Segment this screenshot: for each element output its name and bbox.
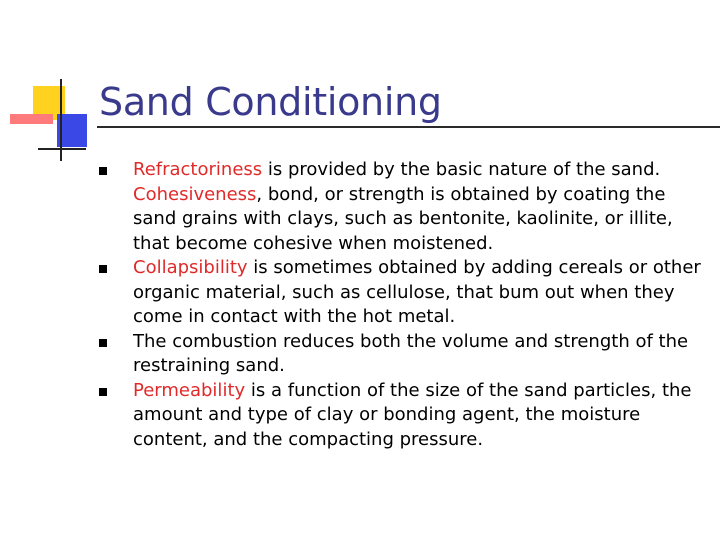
bullet-square-icon xyxy=(99,339,107,347)
term-collapsibility: Collapsibility xyxy=(133,257,248,278)
bullet-text: , bond, or strength is obtained by coating the sand grains with clays, such as bentonite, kaolinite, or illite, that become cohesive when moistened. xyxy=(133,183,673,254)
bullet-item-combustion xyxy=(99,330,704,379)
term-refractoriness: Refractoriness xyxy=(133,159,263,180)
title-divider xyxy=(97,126,720,128)
bullet-list xyxy=(99,158,704,452)
corner-logo-graphic xyxy=(0,0,100,170)
logo-red-bar xyxy=(10,114,53,124)
bullet-text: is a function of the size of the sand particles, the amount and type of clay or bonding agent, the moisture content, and the compacting pressure. xyxy=(133,379,692,450)
bullet-text: The combustion reduces both the volume and strength of the restraining sand. xyxy=(133,330,689,376)
bullet-text: is sometimes obtained by adding cereals or other organic material, such as cellulose, that bum out when they come in contact with the hot metal. xyxy=(133,257,701,327)
term-permeability: Permeability xyxy=(133,379,246,401)
slide-title: Sand Conditioning xyxy=(99,80,442,124)
bullet-item-permeability xyxy=(99,379,704,453)
bullet-text: is provided by the basic nature of the sand. xyxy=(262,159,661,180)
bullet-square-icon xyxy=(99,265,107,273)
bullet-item-collapsibility xyxy=(99,256,704,330)
bullet-item-refractoriness xyxy=(99,158,704,256)
bullet-square-icon xyxy=(99,388,107,396)
term-cohesiveness: Cohesiveness xyxy=(133,183,257,205)
bullet-square-icon xyxy=(99,167,107,175)
logo-horizontal-line xyxy=(38,148,86,150)
